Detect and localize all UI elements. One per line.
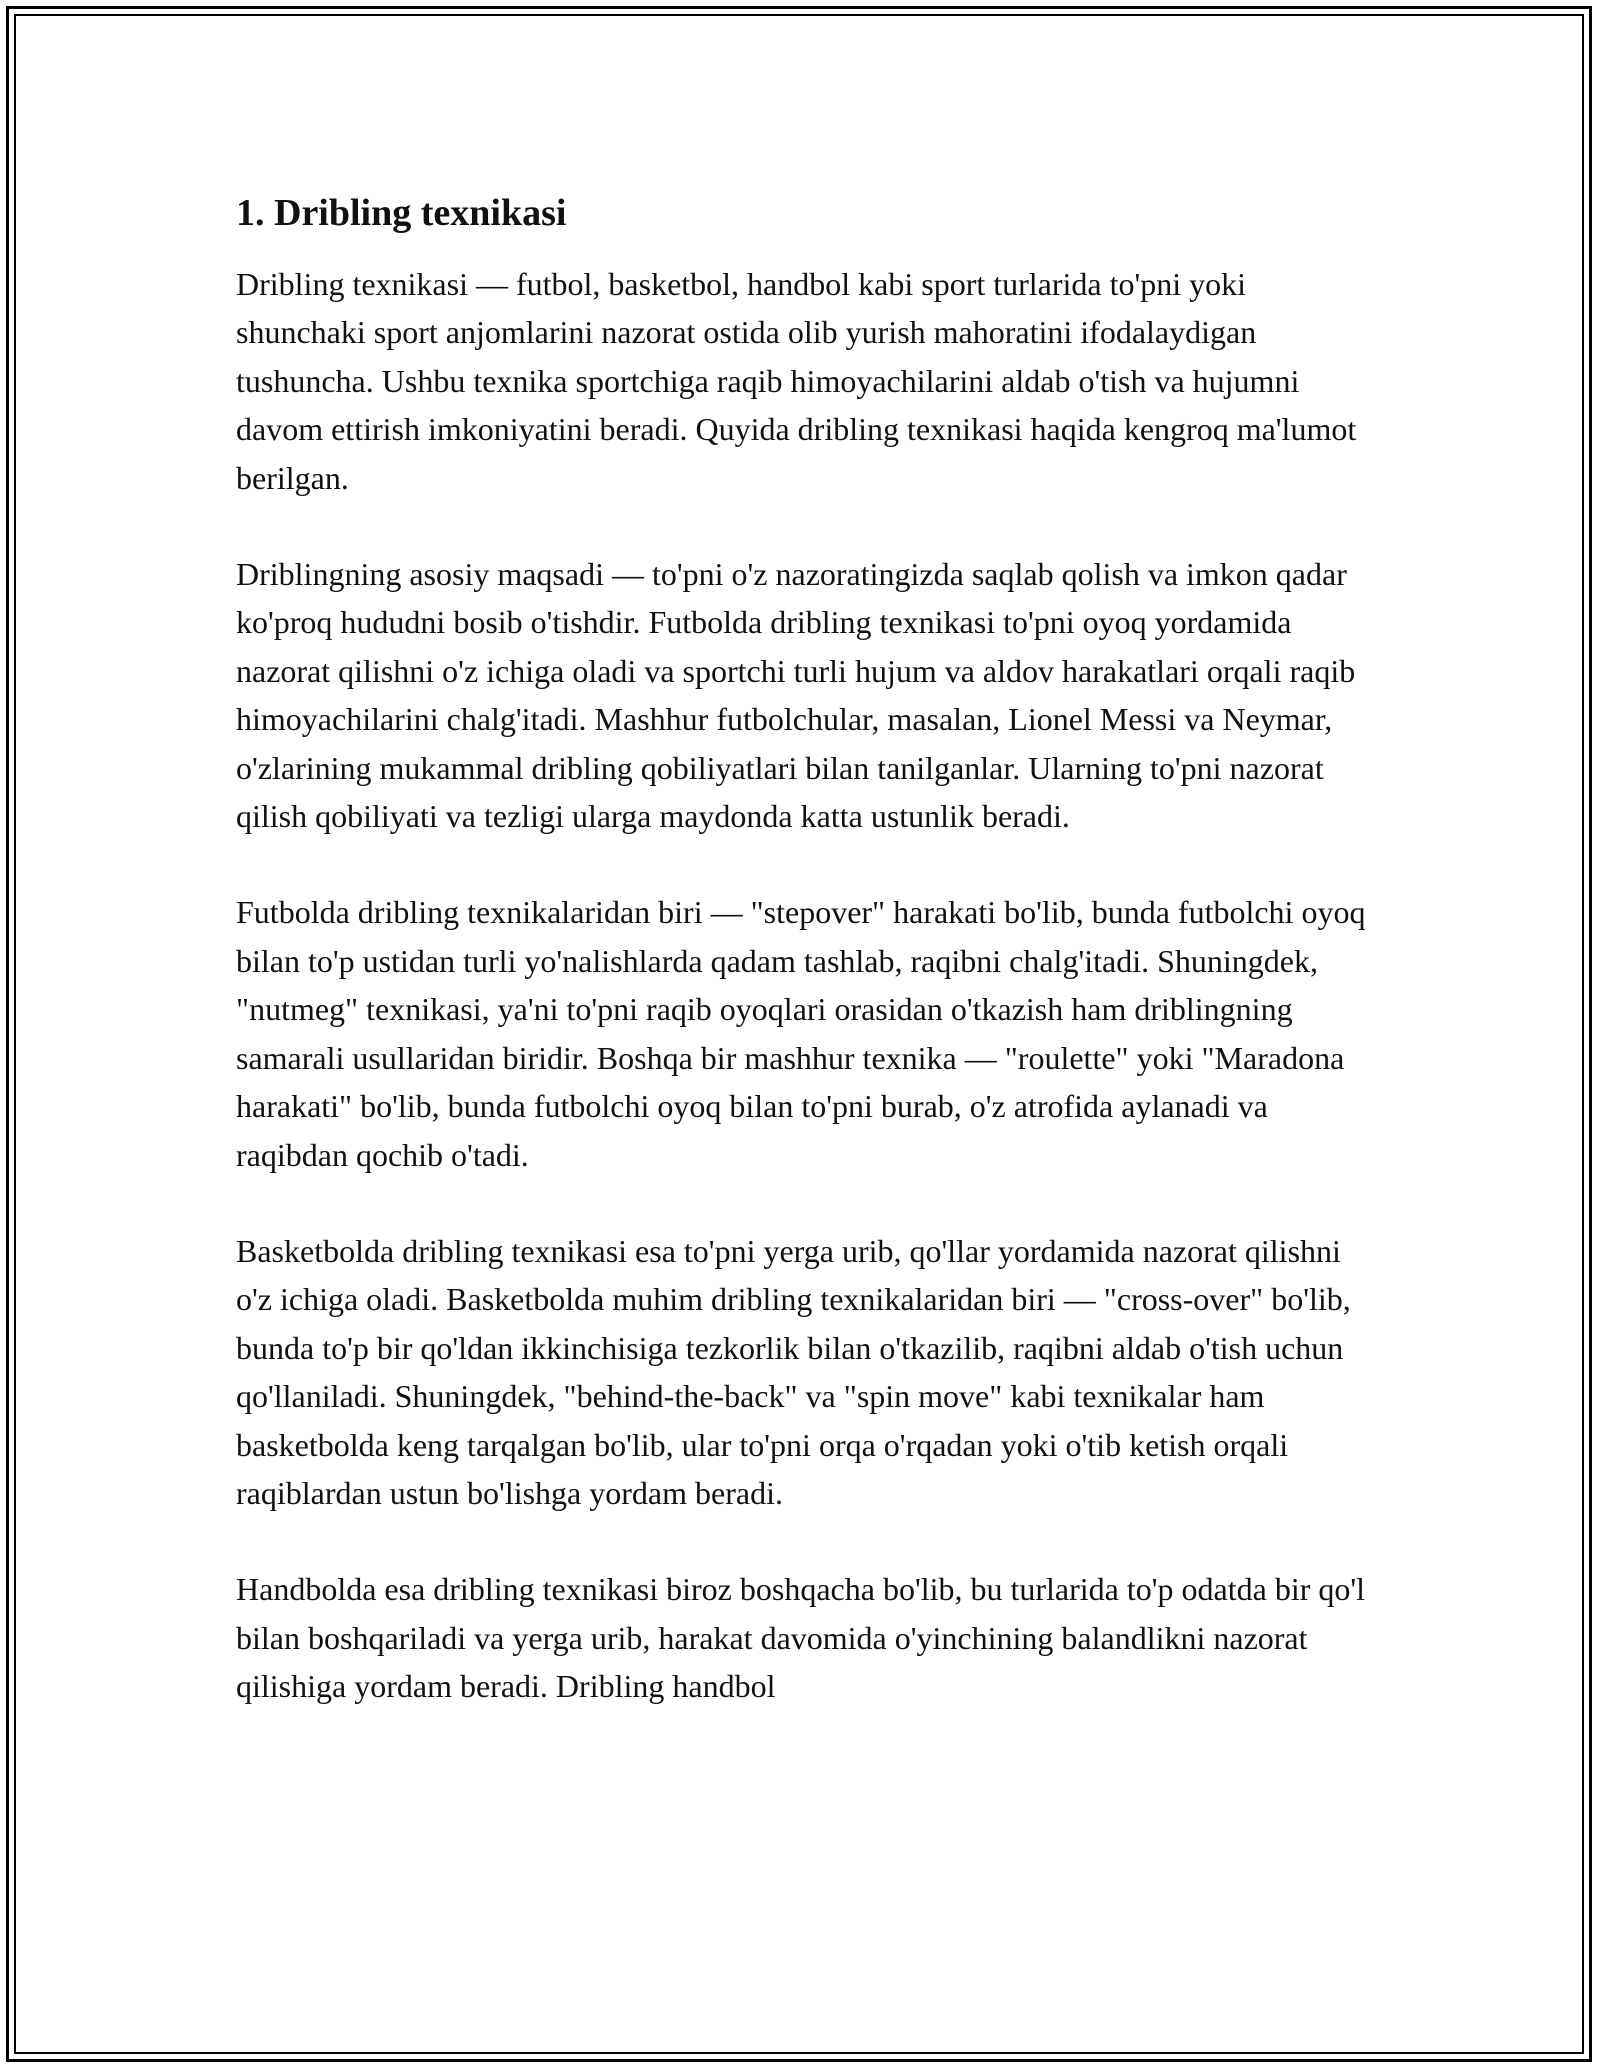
paragraph-3: Futbolda dribling texnikalaridan biri — "stepover" harakati bo'lib, bunda futbolchi oyoq bilan to'p ustidan turli yo'nalishlarda qadam tashlab, raqibni chalg'itadi. Shuningdek, "nutmeg" texnikasi, ya'ni to'pni raqib oyoqlari orasidan o'tkazish ham driblingning samarali usullaridan biridir. Boshqa bir mashhur texnika — "roulette" yoki "Maradona harakati" bo'lib, bunda futbolchi oyoq bilan to'pni burab, o'z atrofida aylanadi va raqibdan qochib o'tadi. <box>236 894 1366 1173</box>
paragraph-1: Dribling texnikasi — futbol, basketbol, handbol kabi sport turlarida to'pni yoki shunchaki sport anjomlarini nazorat ostida olib yurish mahoratini ifodalaydigan tushuncha. Ushbu texnika sportchiga raqib himoyachilarini aldab o'tish va hujumni davom ettirish imkoniyatini beradi. Quyida dribling texnikasi haqida kengroq ma'lumot berilgan. <box>236 266 1357 496</box>
paragraph-4: Basketbolda dribling texnikasi esa to'pni yerga urib, qo'llar yordamida nazorat qilishni o'z ichiga oladi. Basketbolda muhim dribling texnikalaridan biri — "cross-over" bo'lib, bunda to'p bir qo'ldan ikkinchisiga tezkorlik bilan o'tkazilib, raqibni aldab o'tish uchun qo'llaniladi. Shuningdek, "behind-the-back" va "spin move" kabi texnikalar ham basketbolda keng tarqalgan bo'lib, ular to'pni orqa o'rqadan yoki o'tib ketish orqali raqiblardan ustun bo'lishga yordam beradi. <box>236 1232 1351 1511</box>
paragraph-5: Handbolda esa dribling texnikasi biroz boshqacha bo'lib, bu turlarida to'p odatda bir qo'l bilan boshqariladi va yerga urib, harakat davomida o'yinchining balandlikni nazorat qilishiga yordam beradi. Dribling handbol <box>236 1571 1366 1705</box>
paragraph-2: Driblingning asosiy maqsadi — to'pni o'z nazoratingizda saqlab qolish va imkon qadar ko'proq hududni bosib o'tishdir. Futbolda dribling texnikasi to'pni oyoq yordamida nazorat qilishni o'z ichiga oladi va sportchi turli hujum va aldov harakatlari orqali raqib himoyachilarini chalg'itadi. Mashhur futbolchular, masalan, Lionel Messi va Neymar, o'zlarining mukammal dribling qobiliyatlari bilan tanilganlar. Ularning to'pni nazorat qilish qobiliyati va tezligi ularga maydonda katta ustunlik beradi. <box>236 556 1356 835</box>
document-body <box>236 186 1371 1759</box>
section-heading: 1. Dribling texnikasi <box>236 192 567 234</box>
